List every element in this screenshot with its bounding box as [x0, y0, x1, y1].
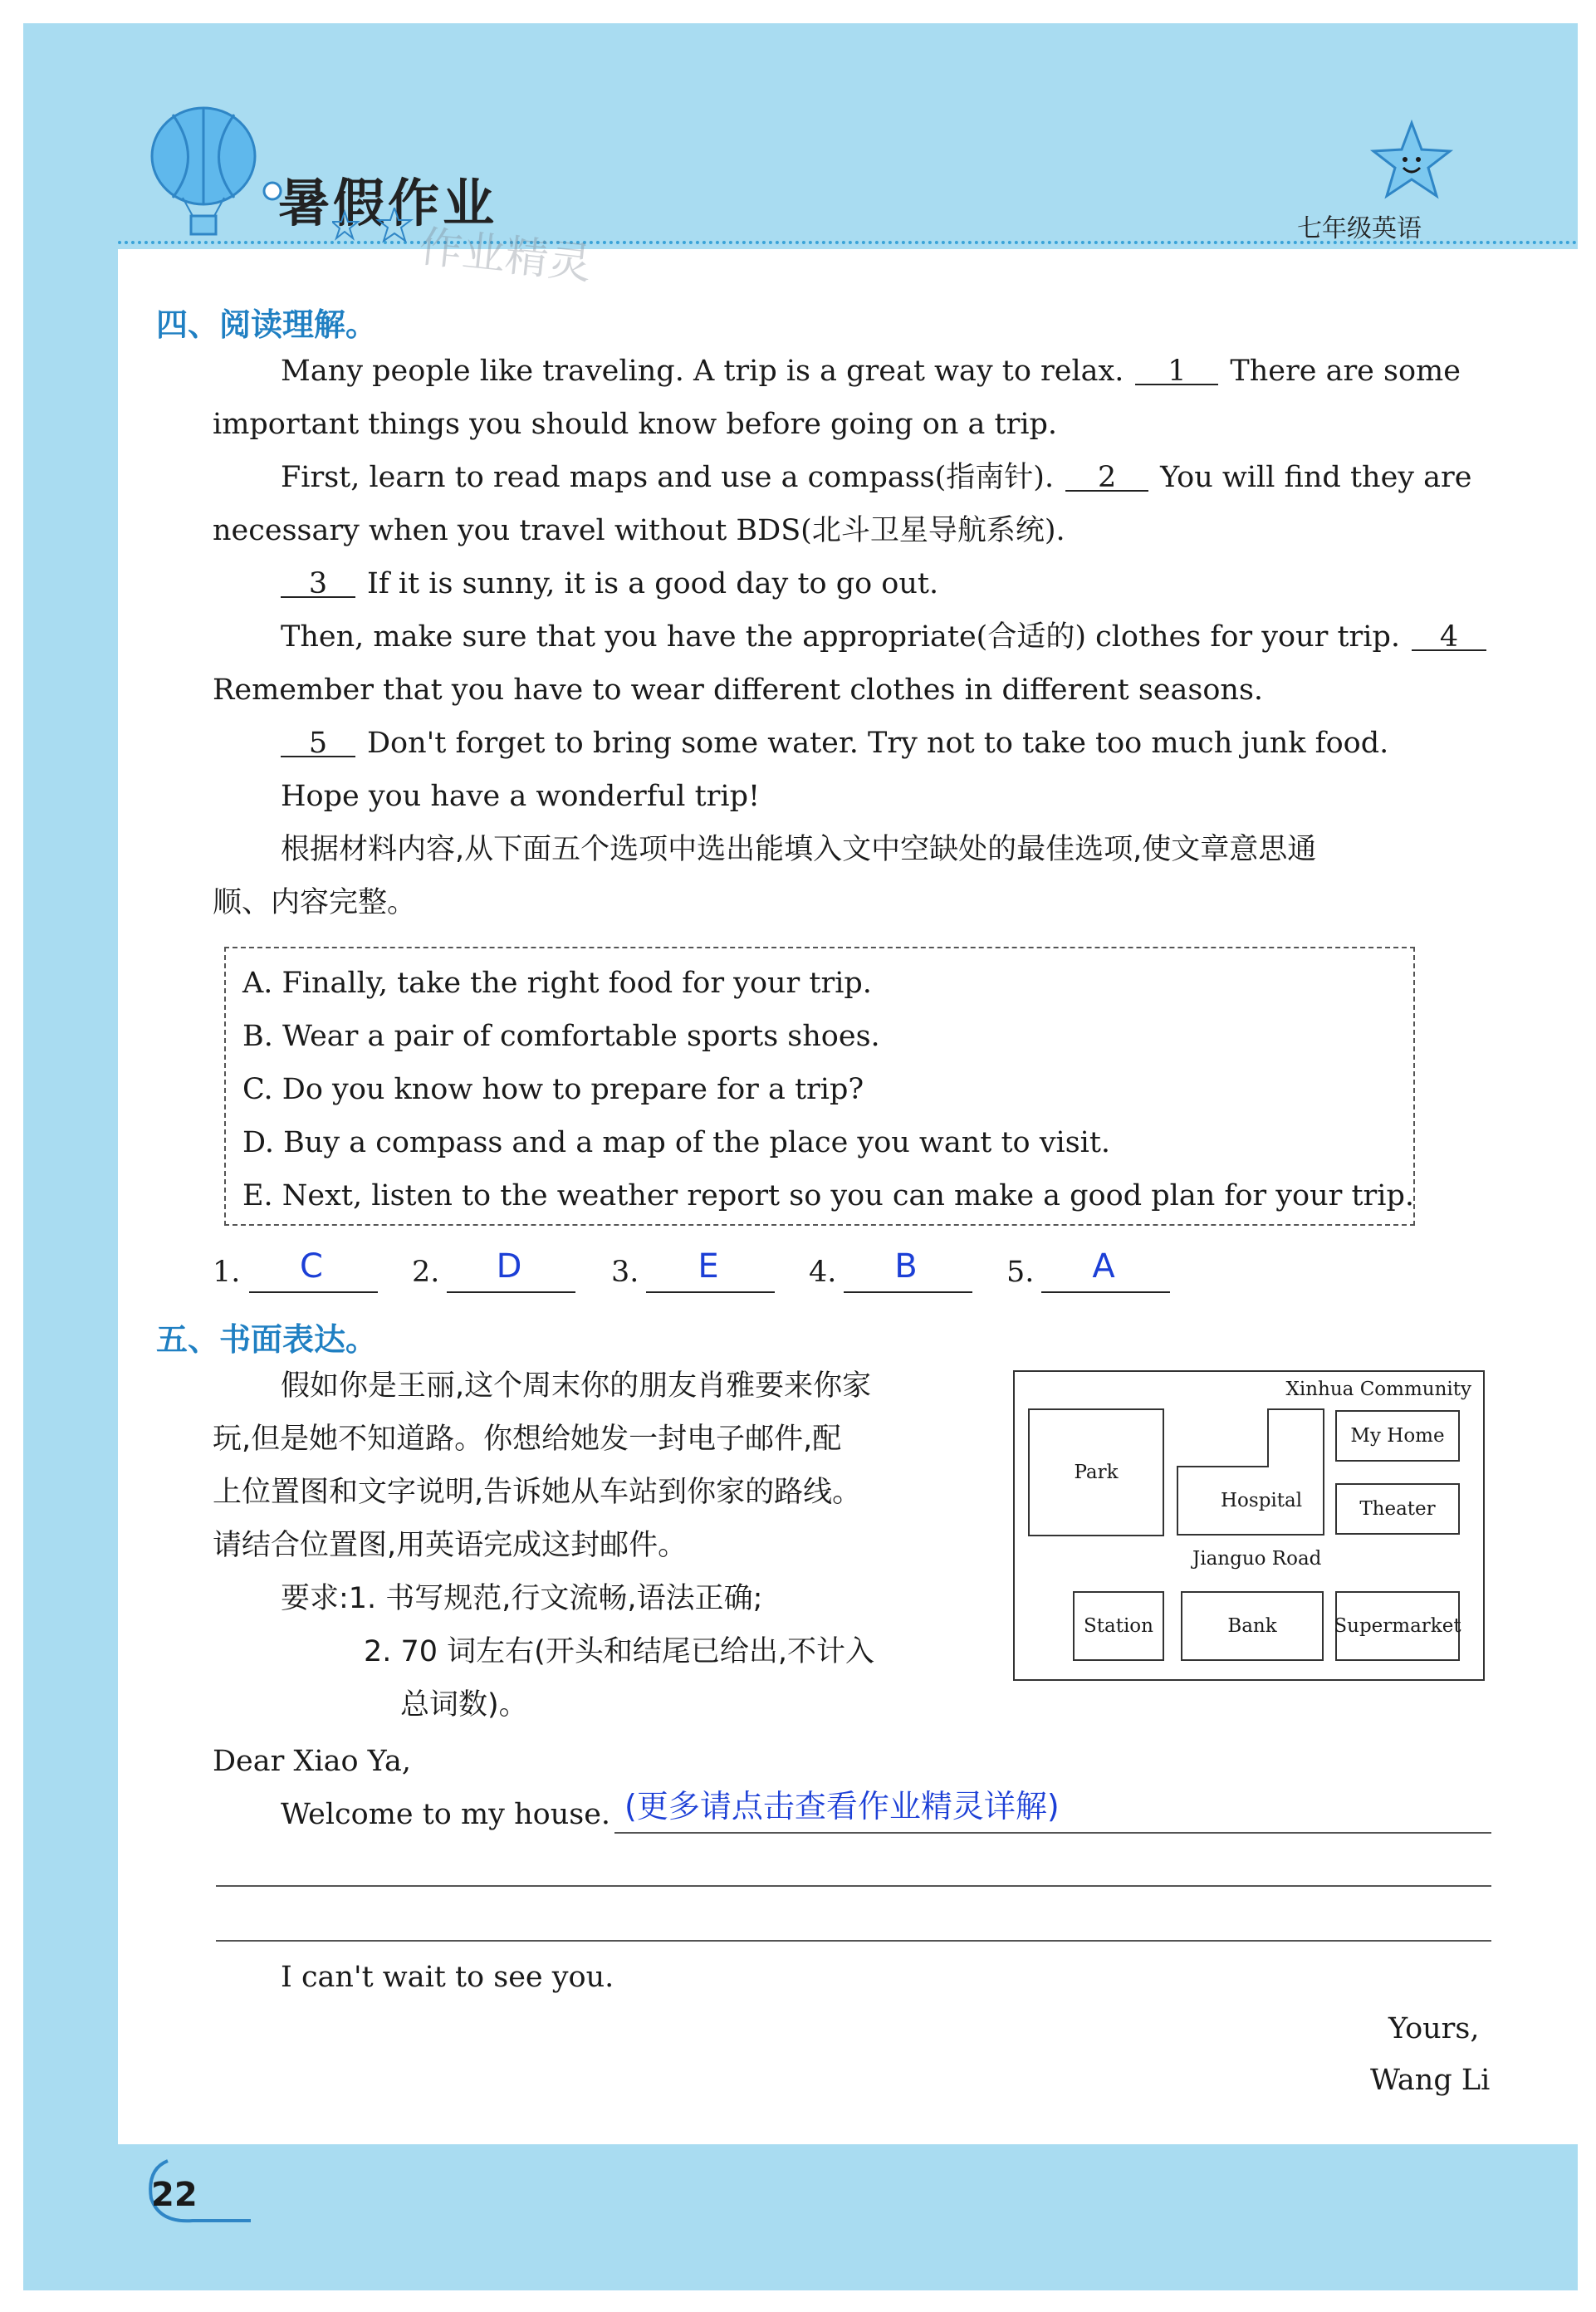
reading-line: Hope you have a wonderful trip!: [281, 780, 761, 813]
option-b: B. Wear a pair of comfortable sports shoes.: [242, 1020, 880, 1053]
reading-line: [281, 463, 1472, 492]
text: If it is sunny, it is a good day to go out.: [367, 567, 939, 600]
answer-label-2: 2.: [412, 1256, 440, 1289]
requirement-line: 要求:1. 书写规范,行文流畅,语法正确;: [281, 1582, 763, 1615]
answer-line: [1041, 1291, 1170, 1293]
watermark: 作业精灵: [416, 222, 595, 290]
blank-4: 4: [1412, 625, 1486, 651]
map-supermarket: Supermarket: [1335, 1591, 1460, 1661]
option-e: E. Next, listen to the weather report so you can make a good plan for your trip.: [242, 1179, 1415, 1212]
task-line: 上位置图和文字说明,告诉她从车站到你家的路线。: [213, 1476, 862, 1509]
grade-label: 七年级英语: [1297, 214, 1422, 243]
task-line: 玩,但是她不知道路。你想给她发一封电子邮件,配: [213, 1423, 842, 1456]
reading-line: Remember that you have to wear different clothes in different seasons.: [213, 674, 1264, 707]
reading-line: [281, 620, 1498, 654]
text: Many people like traveling. A trip is a great way to relax.: [281, 355, 1124, 388]
letter-greeting: Dear Xiao Ya,: [213, 1745, 412, 1778]
option-a: A. Finally, take the right food for your trip.: [242, 967, 872, 1000]
reading-line: [281, 729, 1388, 758]
answer-line: [844, 1291, 972, 1293]
blank-5: 5: [281, 731, 355, 757]
instruction-line: 根据材料内容,从下面五个选项中选出能填入文中空缺处的最佳选项,使文章意思通: [281, 833, 1317, 866]
map-bank: Bank: [1181, 1591, 1324, 1661]
option-d: D. Buy a compass and a map of the place you want to visit.: [242, 1126, 1111, 1159]
reading-line: [281, 567, 939, 600]
answer-1: C: [300, 1247, 323, 1286]
answer-line: [249, 1291, 378, 1293]
answer-line: [646, 1291, 775, 1293]
letter-welcome: Welcome to my house.: [281, 1798, 611, 1831]
answer-label-3: 3.: [611, 1256, 639, 1289]
reading-line: important things you should know before going on a trip.: [213, 408, 1058, 441]
text: First, learn to read maps and use a compass(指南针).: [281, 461, 1055, 494]
map-hospital: Hospital: [1221, 1490, 1303, 1511]
task-line: 假如你是王丽,这个周末你的朋友肖雅要来你家: [281, 1369, 872, 1403]
text: Then, make sure that you have the appropriate(合适的) clothes for your trip.: [281, 620, 1401, 654]
smiling-star-icon: [1362, 116, 1461, 208]
solution-link[interactable]: (更多请点击查看作业精灵详解): [624, 1788, 1060, 1825]
answer-3: E: [698, 1247, 719, 1286]
requirement-line: 总词数)。: [400, 1688, 528, 1722]
answer-2: D: [496, 1247, 522, 1286]
text: There are some: [1230, 355, 1461, 388]
writing-line: [614, 1832, 1491, 1834]
option-c: C. Do you know how to prepare for a trip?: [242, 1073, 864, 1106]
map-station: Station: [1073, 1591, 1164, 1661]
balloon-icon: [125, 100, 291, 241]
letter-yours: Yours,: [1388, 2012, 1480, 2045]
answer-label-5: 5.: [1006, 1256, 1035, 1289]
blank-1: 1: [1135, 359, 1218, 385]
reading-line: necessary when you travel without BDS(北斗卫星导航系统).: [213, 514, 1065, 547]
writing-line: [216, 1940, 1491, 1942]
text: Don't forget to bring some water. Try not to take too much junk food.: [367, 727, 1389, 760]
options-box: [224, 947, 1415, 1226]
map-my-home: My Home: [1335, 1410, 1460, 1462]
answer-line: [447, 1291, 575, 1293]
reading-heading: 四、阅读理解。: [156, 306, 378, 343]
blank-3: 3: [281, 571, 355, 598]
writing-heading: 五、书面表达。: [156, 1321, 378, 1358]
letter-closing: I can't wait to see you.: [281, 1961, 614, 1994]
answer-label-1: 1.: [213, 1256, 241, 1289]
letter-signature: Wang Li: [1370, 2064, 1491, 2097]
answer-5: A: [1092, 1247, 1115, 1286]
page-number: 22: [151, 2176, 198, 2214]
instruction-line: 顺、内容完整。: [213, 886, 417, 919]
stars-icon: [332, 208, 423, 249]
map-theater: Theater: [1335, 1483, 1460, 1535]
map-road-label: Jianguo Road: [1192, 1548, 1322, 1570]
requirement-line: 2. 70 词左右(开头和结尾已给出,不计入: [364, 1635, 874, 1668]
map-community-label: Xinhua Community: [1285, 1379, 1471, 1400]
reading-line: [281, 357, 1461, 386]
task-line: 请结合位置图,用英语完成这封邮件。: [213, 1529, 688, 1562]
blank-2: 2: [1065, 465, 1148, 492]
location-map: [1013, 1370, 1485, 1681]
header-title: 暑假作业: [278, 173, 498, 233]
answer-4: B: [894, 1247, 918, 1286]
map-hospital-outline: [1177, 1408, 1326, 1536]
map-park: Park: [1028, 1408, 1164, 1536]
answer-label-4: 4.: [809, 1256, 837, 1289]
writing-line: [216, 1885, 1491, 1887]
text: You will find they are: [1160, 461, 1472, 494]
